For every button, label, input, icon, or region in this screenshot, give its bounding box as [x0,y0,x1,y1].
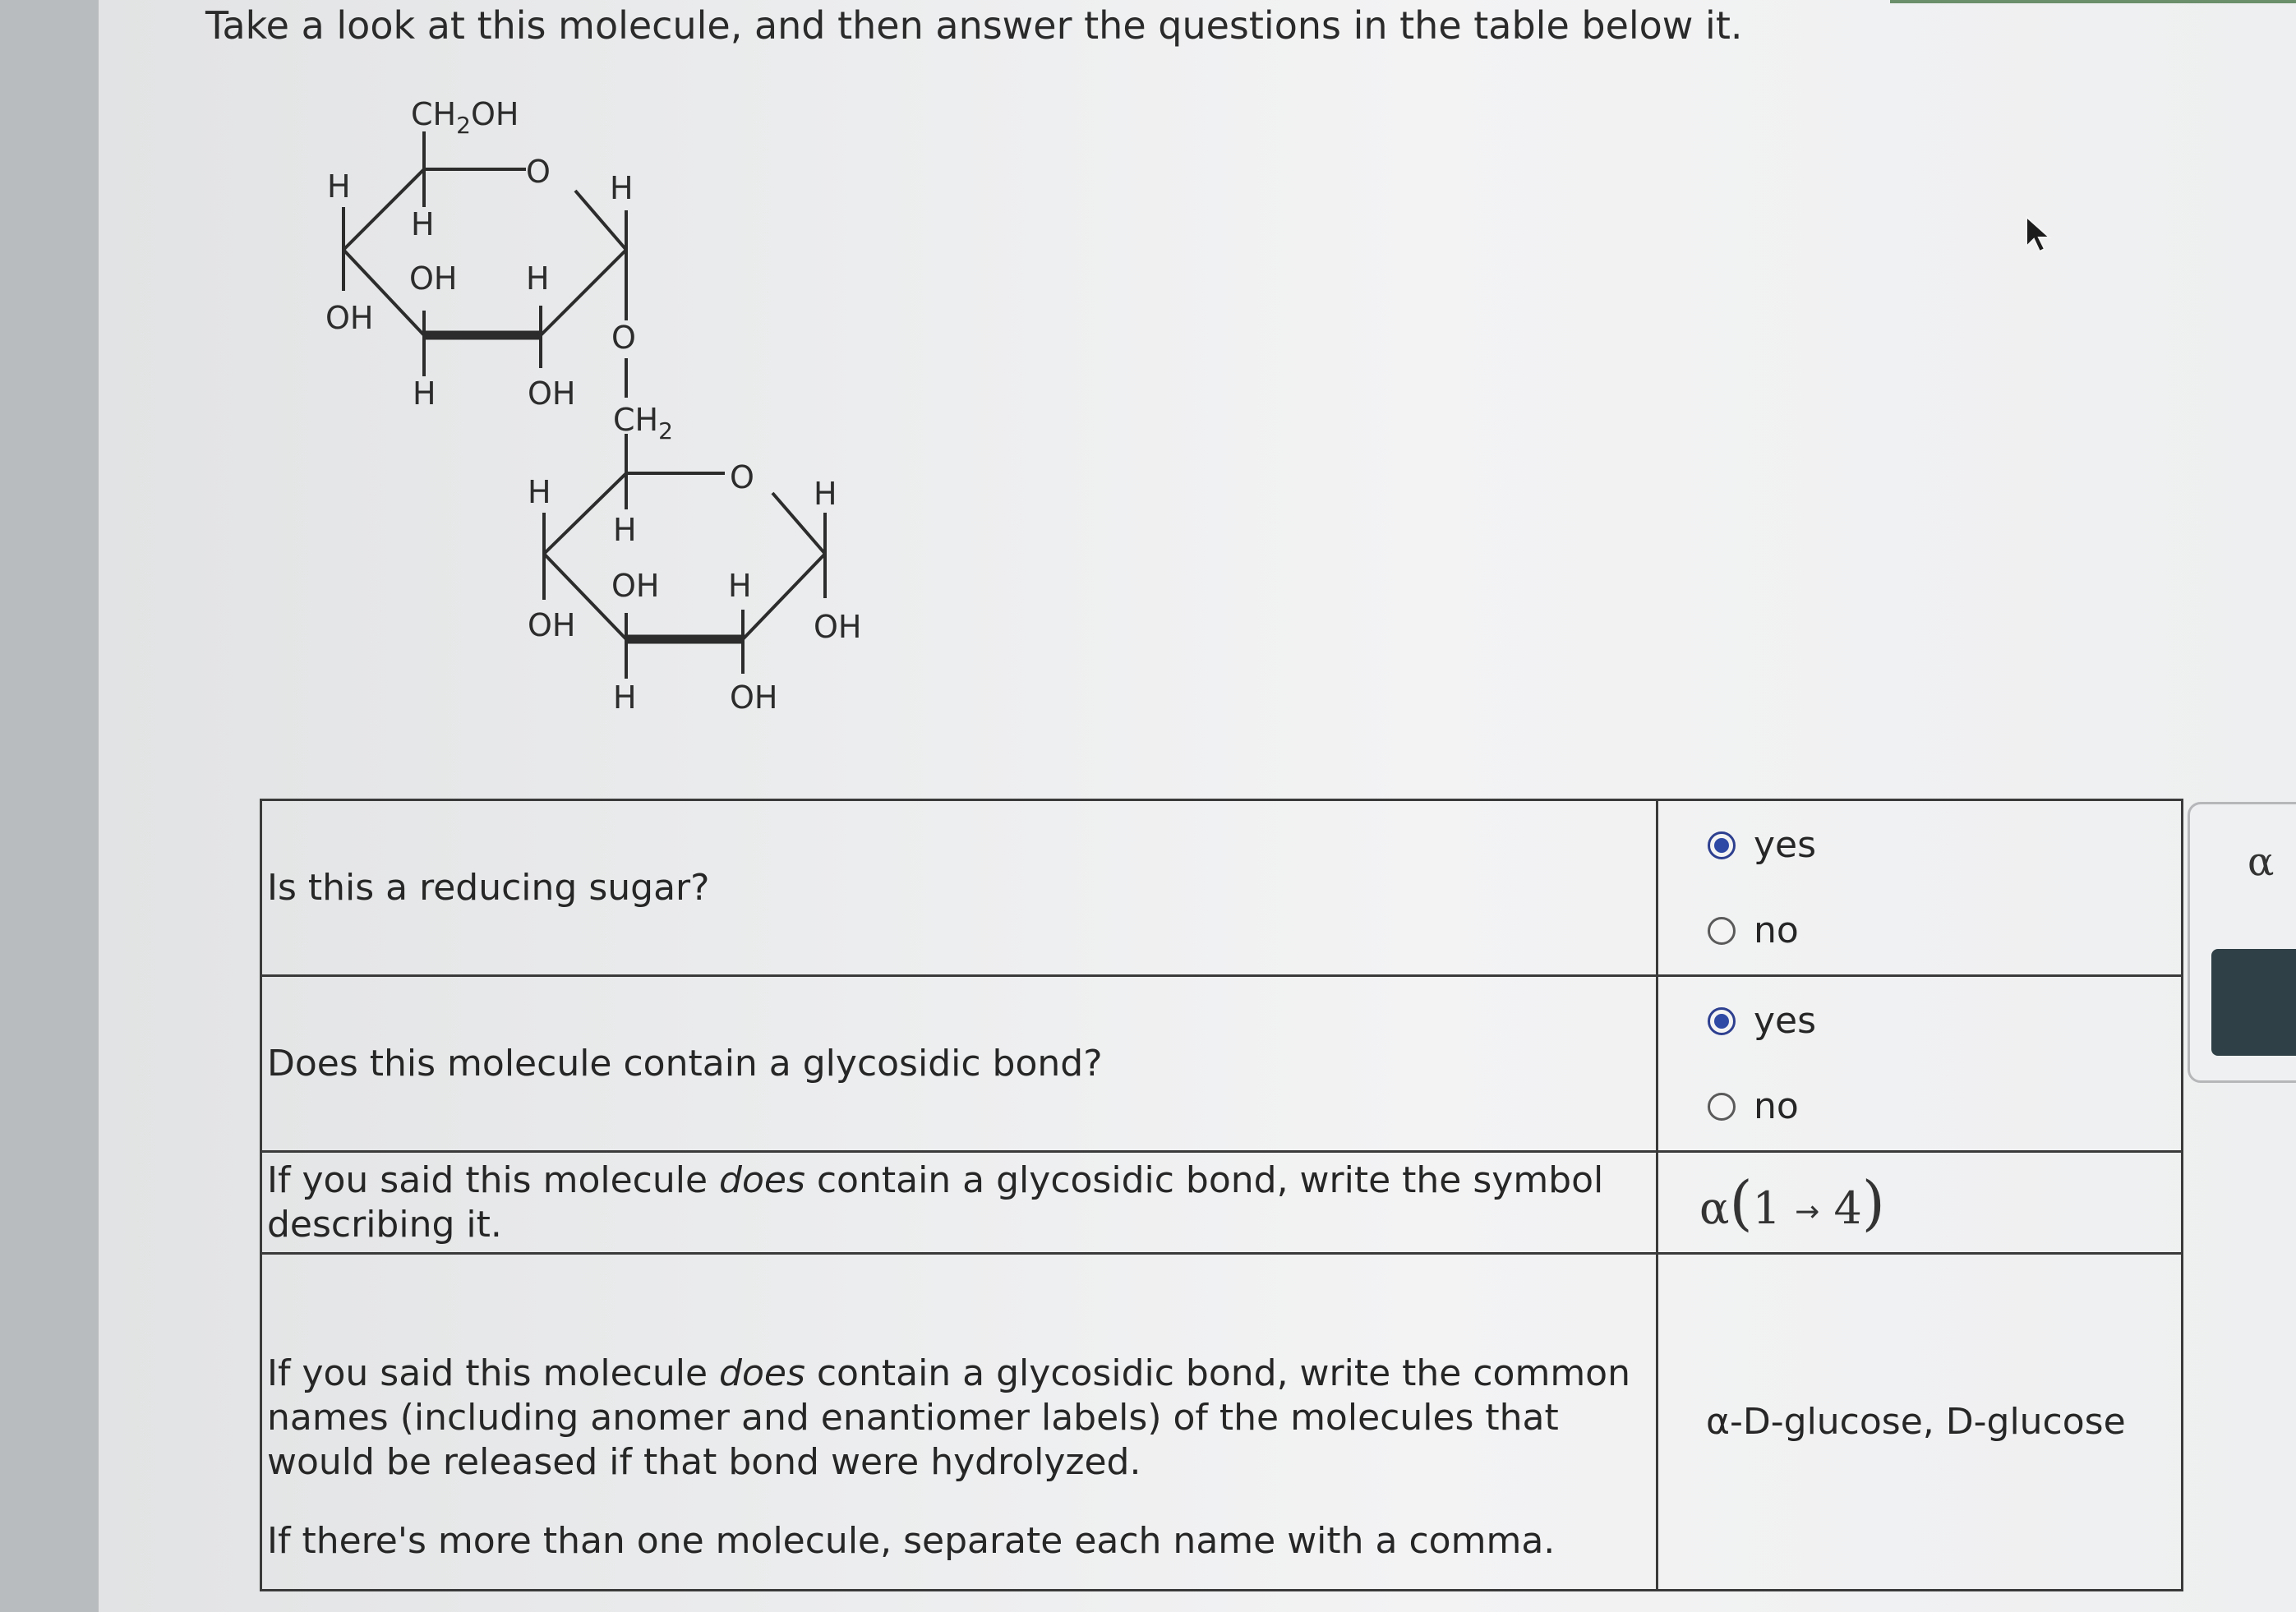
mouse-pointer-icon [2023,215,2056,255]
arrow-right-icon: → [1795,1195,1820,1228]
radio-empty-icon[interactable] [1708,917,1736,945]
bottom-c4-oh: OH [611,568,660,604]
question-names-note: If there's more than one molecule, separate each name with a comma. [267,1520,1556,1562]
radio-selected-icon[interactable] [1708,831,1736,859]
bottom-c2-h: H [613,679,637,716]
bond-symbol: α(1 → 4) [1699,1168,1885,1237]
question-glycosidic-text: Does this molecule contain a glycosidic bond? [261,976,1657,1152]
radio-selected-icon[interactable] [1708,1007,1736,1035]
option-label: yes [1754,1000,1817,1042]
bottom-c2-oh: OH [730,679,778,716]
top-c4-h: H [411,206,435,242]
option-no-reducing[interactable] [1708,888,2181,974]
bottom-c5-h: H [528,474,551,510]
top-c2-h: H [526,260,550,297]
question-row-names [261,1254,2183,1591]
instruction-text: Take a look at this molecule, and then answer the questions in the table below it. [205,3,1743,48]
option-yes-reducing[interactable] [1708,803,2181,888]
top-c2-oh: OH [528,375,576,412]
bottom-ring-oxygen: O [730,459,754,495]
question-table [260,799,2183,1591]
molecule-structure [0,0,904,739]
top-c3-h: H [413,375,436,412]
question-reducing-text: Is this a reducing sugar? [261,800,1657,976]
linkage-ch2-label: $CH_2$ [613,402,673,444]
bottom-c3-oh-left: OH [528,607,576,643]
symbol-palette-panel [2188,802,2296,1083]
bottom-c1-h: H [814,476,837,512]
radio-empty-icon[interactable] [1708,1093,1736,1121]
question-row-glycosidic [261,976,2183,1152]
top-c4-oh: OH [409,260,458,297]
question-row-symbol [261,1152,2183,1254]
question-symbol-text: If you said this molecule does contain a glycosidic bond, write the symbol describing it. [261,1152,1657,1254]
answer-names-field[interactable] [1657,1254,2183,1591]
question-names-text: If you said this molecule does contain a glycosidic bond, write the common names (including anomer and enantiomer labels) of the molecules that would be released if that bond were hydrolyzed. [267,1352,1630,1483]
top-ring-oxygen: O [526,154,551,190]
top-ch2oh-label: $CH_2OH$ [411,96,519,139]
option-label: no [1754,1085,1799,1127]
bottom-c3-h: H [728,568,752,604]
top-c5-h: H [327,168,351,205]
option-yes-glycosidic[interactable] [1708,979,2181,1064]
bottom-c4-h: H [613,512,637,548]
option-label: yes [1754,824,1817,866]
bottom-c1-oh: OH [814,609,862,645]
top-accent-bar [1890,0,2296,3]
answer-glycosidic [1657,976,2183,1152]
alpha-symbol-button[interactable]: α [2248,839,2275,885]
option-no-glycosidic[interactable] [1708,1064,2181,1149]
question-row-reducing [261,800,2183,976]
question-names-cell [261,1254,1657,1591]
answer-symbol-field[interactable] [1657,1152,2183,1254]
glycosidic-oxygen: O [611,320,636,356]
top-c3-oh-left: OH [325,300,374,336]
answer-names-text: α-D-glucose, D-glucose [1706,1401,2126,1443]
palette-toggle-button[interactable] [2211,949,2296,1056]
option-label: no [1754,910,1799,951]
answer-reducing [1657,800,2183,976]
top-c1-h: H [610,170,634,206]
